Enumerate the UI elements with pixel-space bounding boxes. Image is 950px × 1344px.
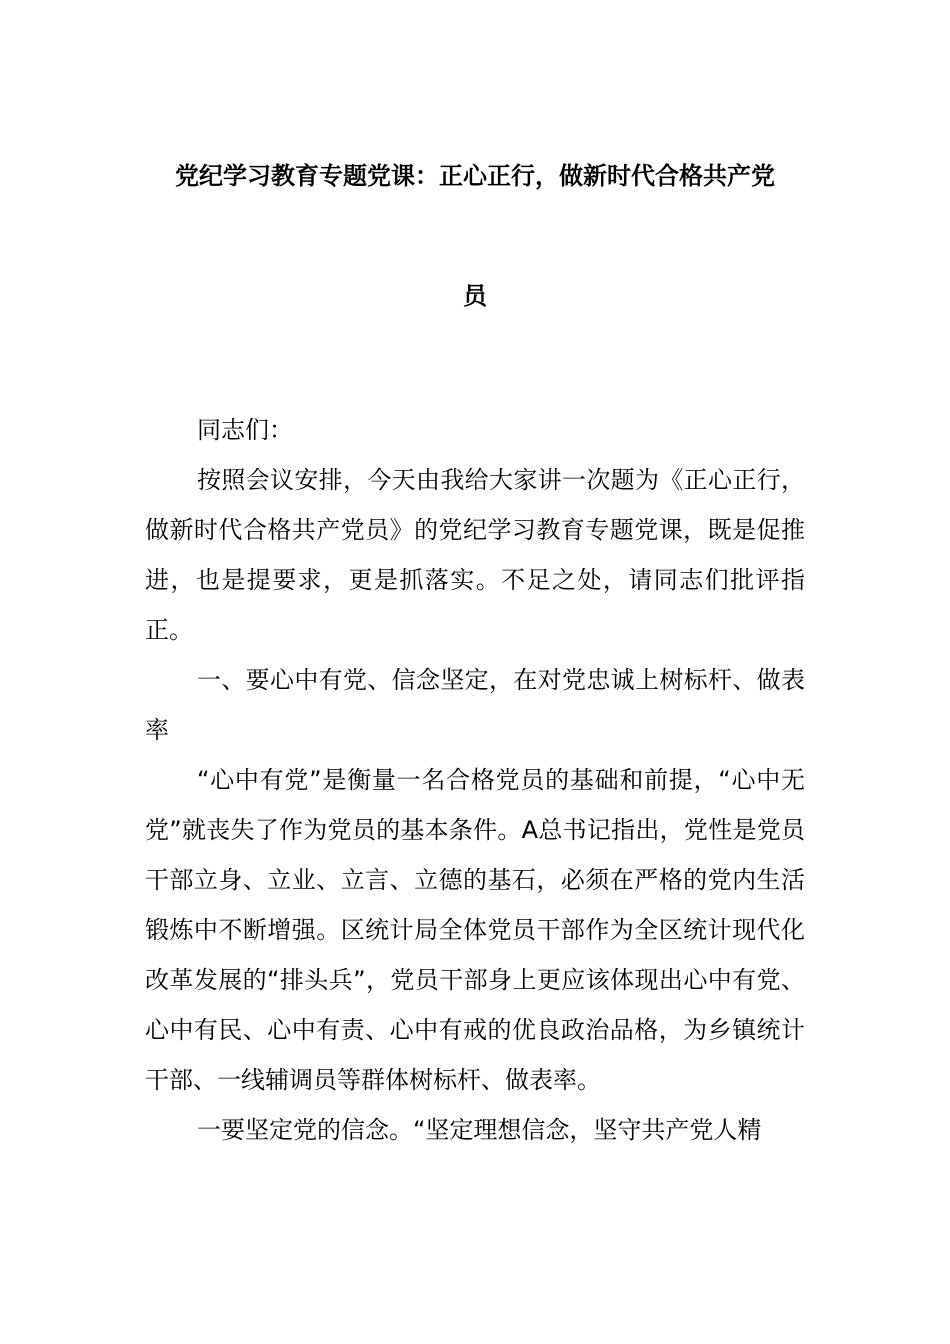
section-heading-1: 一、要心中有党、信念坚定，在对党忠诚上树标杆、做表率 — [145, 666, 805, 744]
document-body — [145, 405, 805, 1155]
paragraph-intro: 按照会议安排，今天由我给大家讲一次题为《正心正行，做新时代合格共产党员》的党纪学习教育专题党课，既是促推进，也是提要求，更是抓落实。不足之处，请同志们批评指正。 — [145, 466, 805, 644]
document-title-line-2: 员 — [463, 282, 487, 310]
paragraph-salutation: 同志们： — [197, 416, 293, 444]
document-title-line-1: 党纪学习教育专题党课：正心正行，做新时代合格共产党 — [175, 162, 775, 190]
paragraph-section-1: “心中有党”是衡量一名合格党员的基础和前提，“心中无党”就丧失了作为党员的基本条件。A总书记指出，党性是党员干部立身、立业、立言、立德的基石，必须在严格的党内生活锻炼中不断增强。区统计局全体党员干部作为全区统计现代化改革发展的“排头兵”，党员干部身上更应该体现出心中有党、心中有民、心中有责、心中有戒的优良政治品格，为乡镇统计干部、一线辅调员等群体树标杆、做表率。 — [145, 766, 805, 1094]
paragraph-point-1: 一要坚定党的信念。“坚定理想信念，坚守共产党人精 — [197, 1116, 762, 1144]
